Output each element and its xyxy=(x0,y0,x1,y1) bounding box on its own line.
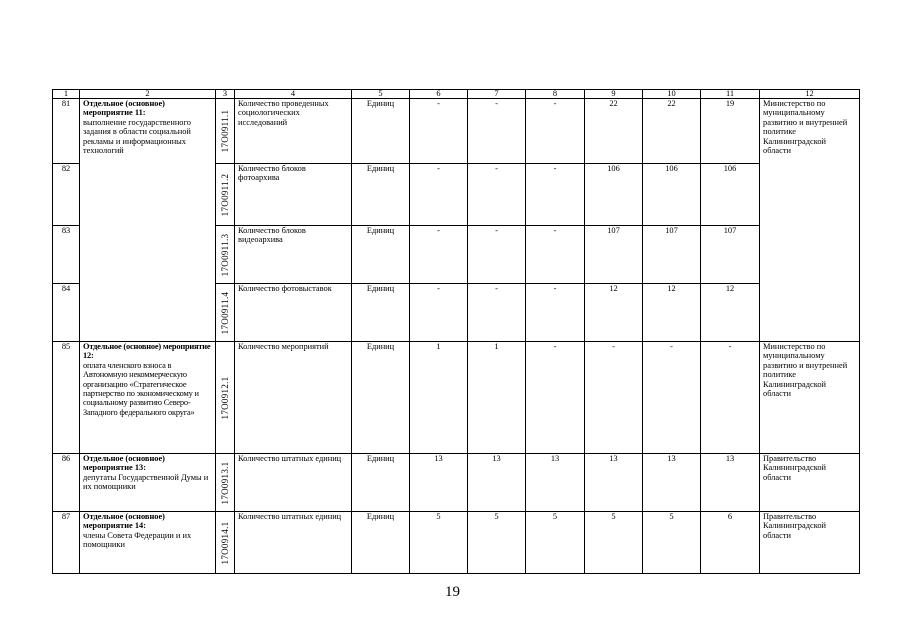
value-cell: 1 xyxy=(410,342,468,454)
indicator-code xyxy=(216,284,235,342)
value-cell: 13 xyxy=(526,454,585,512)
indicator-name: Количество мероприятий xyxy=(235,342,352,454)
indicator-code xyxy=(216,342,235,454)
value-cell: - xyxy=(526,284,585,342)
event-text: члены Совета Федерации и их помощники xyxy=(83,530,192,550)
value-cell: - xyxy=(468,99,526,164)
page-number: 19 xyxy=(445,584,460,600)
unit: Единиц xyxy=(352,99,410,164)
value-cell: 13 xyxy=(468,454,526,512)
value-cell: 13 xyxy=(585,454,643,512)
row-number: 83 xyxy=(53,226,80,284)
indicator-name: Количество фотовыставок xyxy=(235,284,352,342)
value-cell: - xyxy=(701,342,760,454)
value-cell: 12 xyxy=(585,284,643,342)
row-number: 82 xyxy=(53,164,80,226)
value-cell: 5 xyxy=(526,512,585,574)
value-cell: - xyxy=(468,226,526,284)
value-cell: 13 xyxy=(410,454,468,512)
value-cell: 19 xyxy=(701,99,760,164)
value-cell: 6 xyxy=(701,512,760,574)
column-header: 3 xyxy=(216,90,235,99)
column-header: 6 xyxy=(410,90,468,99)
indicator-code xyxy=(216,512,235,574)
value-cell: 5 xyxy=(410,512,468,574)
column-header: 11 xyxy=(701,90,760,99)
value-cell: - xyxy=(410,164,468,226)
event-title: Отдельное (основное) мероприятие 13: xyxy=(83,454,165,473)
unit: Единиц xyxy=(352,164,410,226)
event-description xyxy=(80,99,216,342)
value-cell: 107 xyxy=(701,226,760,284)
indicator-code xyxy=(216,454,235,512)
table-row xyxy=(53,512,860,574)
value-cell: 5 xyxy=(643,512,701,574)
column-header: 5 xyxy=(352,90,410,99)
event-title: Отдельное (основное) мероприятие 12: xyxy=(83,342,211,361)
value-cell: 22 xyxy=(643,99,701,164)
indicator-name: Количество штатных единиц xyxy=(235,512,352,574)
executor: Министерство по муниципальному развитию и внутренней политике Калининградской области xyxy=(760,99,860,342)
value-cell: - xyxy=(410,226,468,284)
indicator-code-text: 17О0912.1 xyxy=(219,376,230,419)
column-header: 10 xyxy=(643,90,701,99)
indicator-name: Количество блоков фотоархива xyxy=(235,164,352,226)
row-number: 85 xyxy=(53,342,80,454)
indicator-code-text: 17О0911.2 xyxy=(219,173,230,216)
indicator-name: Количество блоков видеоархива xyxy=(235,226,352,284)
value-cell: 107 xyxy=(585,226,643,284)
indicator-name: Количество штатных единиц xyxy=(235,454,352,512)
column-header: 1 xyxy=(53,90,80,99)
unit: Единиц xyxy=(352,226,410,284)
event-text: депутаты Государственной Думы и их помощники xyxy=(83,472,209,492)
event-description xyxy=(80,512,216,574)
value-cell: - xyxy=(410,284,468,342)
indicator-code xyxy=(216,99,235,164)
row-number: 84 xyxy=(53,284,80,342)
value-cell: - xyxy=(585,342,643,454)
unit: Единиц xyxy=(352,284,410,342)
program-indicators-table xyxy=(52,89,860,574)
event-text: оплата членского взноса в Автономную некоммерческую организацию «Стратегическое партнерство по экономическому и социальному развитию Северо-Западного федерального округа» xyxy=(83,360,199,417)
column-header: 4 xyxy=(235,90,352,99)
indicator-code xyxy=(216,164,235,226)
value-cell: 13 xyxy=(701,454,760,512)
value-cell: - xyxy=(526,164,585,226)
executor: Правительство Калининградской области xyxy=(760,454,860,512)
indicator-name: Количество проведенных социологических исследований xyxy=(235,99,352,164)
value-cell: 106 xyxy=(585,164,643,226)
value-cell: - xyxy=(468,164,526,226)
column-header: 12 xyxy=(760,90,860,99)
table-row xyxy=(53,99,860,164)
executor: Правительство Калининградской области xyxy=(760,512,860,574)
column-header: 7 xyxy=(468,90,526,99)
indicator-code-text: 17О0911.4 xyxy=(219,291,230,334)
event-description xyxy=(80,454,216,512)
value-cell: 5 xyxy=(585,512,643,574)
unit: Единиц xyxy=(352,454,410,512)
event-description xyxy=(80,342,216,454)
event-title: Отдельное (основное) мероприятие 11: xyxy=(83,99,165,118)
indicator-code-text: 17О0913.1 xyxy=(219,461,230,504)
row-number: 87 xyxy=(53,512,80,574)
value-cell: 22 xyxy=(585,99,643,164)
unit: Единиц xyxy=(352,342,410,454)
indicator-code-text: 17О0911.1 xyxy=(219,109,230,153)
indicator-code xyxy=(216,226,235,284)
value-cell: 13 xyxy=(643,454,701,512)
executor: Министерство по муниципальному развитию и внутренней политике Калининградской области xyxy=(760,342,860,454)
value-cell: - xyxy=(526,99,585,164)
value-cell: - xyxy=(468,284,526,342)
value-cell: 12 xyxy=(643,284,701,342)
value-cell: 1 xyxy=(468,342,526,454)
column-number-row xyxy=(53,90,860,99)
value-cell: 106 xyxy=(643,164,701,226)
column-header: 8 xyxy=(526,90,585,99)
row-number: 86 xyxy=(53,454,80,512)
value-cell: 107 xyxy=(643,226,701,284)
value-cell: - xyxy=(410,99,468,164)
value-cell: 5 xyxy=(468,512,526,574)
indicator-code-text: 17О0911.3 xyxy=(219,233,230,276)
value-cell: - xyxy=(526,342,585,454)
value-cell: - xyxy=(643,342,701,454)
value-cell: 12 xyxy=(701,284,760,342)
indicator-code-text: 17О0914.1 xyxy=(219,521,230,564)
value-cell: - xyxy=(526,226,585,284)
column-header: 9 xyxy=(585,90,643,99)
event-text: выполнение государственного задания в области социальной рекламы и информационных технологий xyxy=(83,117,191,156)
column-header: 2 xyxy=(80,90,216,99)
row-number: 81 xyxy=(53,99,80,164)
table-row xyxy=(53,342,860,454)
value-cell: 106 xyxy=(701,164,760,226)
unit: Единиц xyxy=(352,512,410,574)
table-row xyxy=(53,454,860,512)
event-title: Отдельное (основное) мероприятие 14: xyxy=(83,512,165,531)
